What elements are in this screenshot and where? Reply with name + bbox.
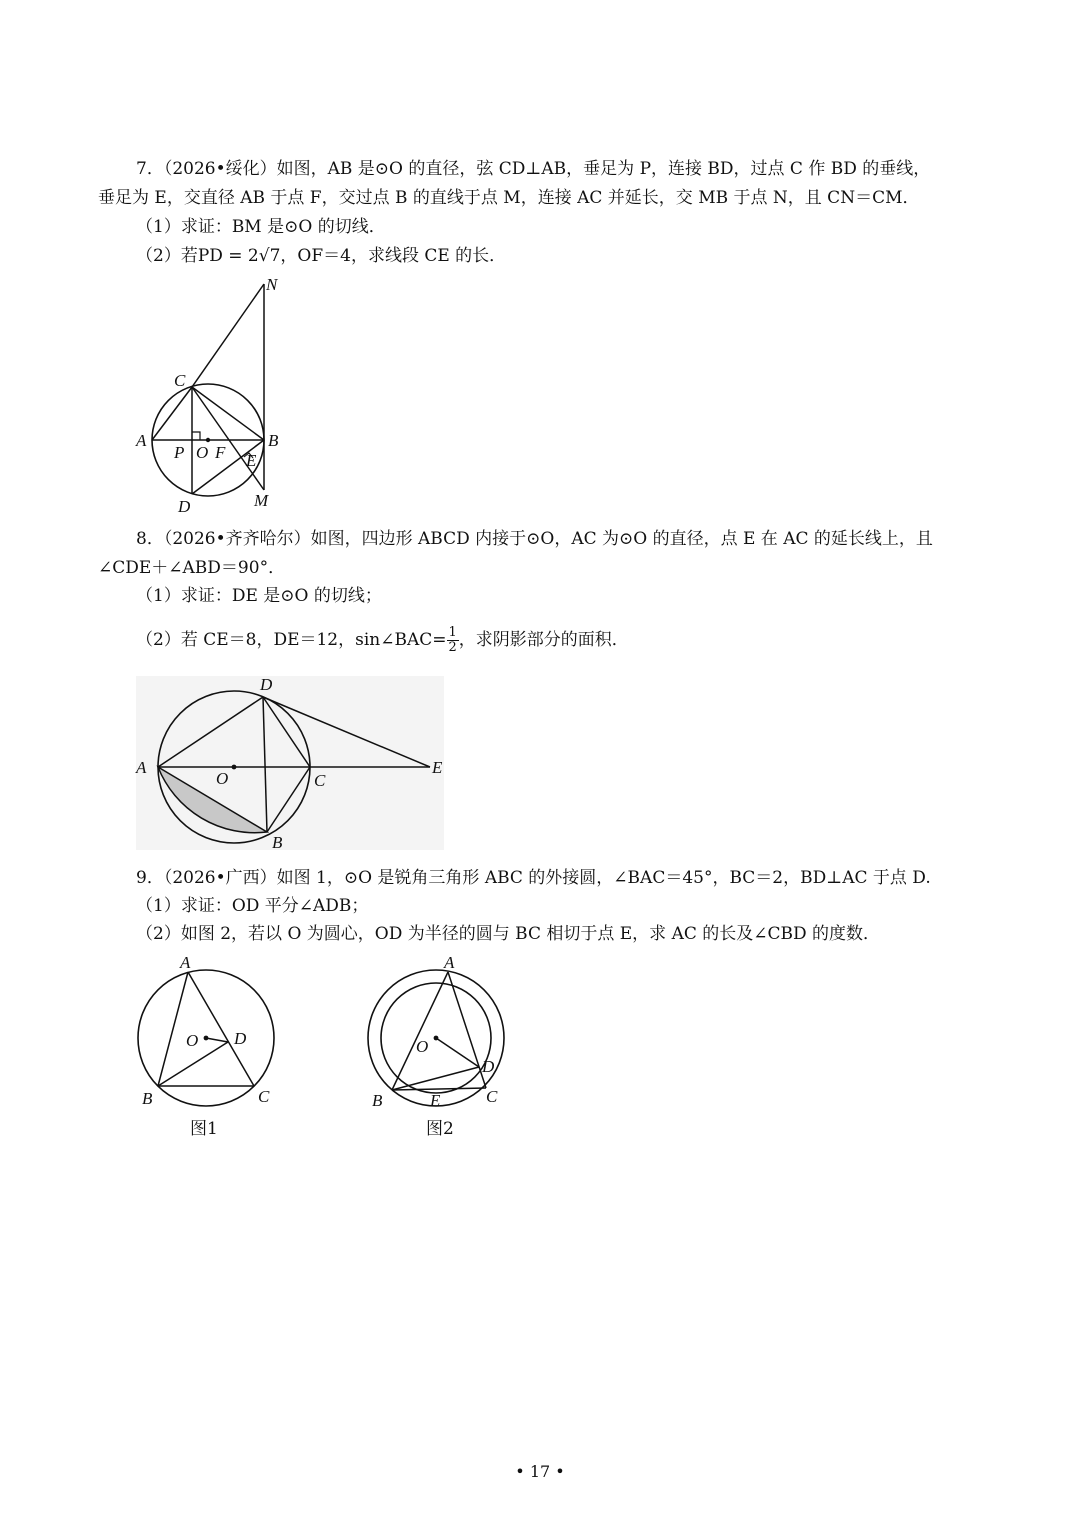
p9-fig1-label-o: O [186,1031,199,1050]
p7-line-2: 垂足为 E，交直径 AB 于点 F，交过点 B 的直线于点 M，连接 AC 并延长，交 MB 于点 N，且 CN＝CM． [98,188,920,208]
p9-fig2-label-d: D [482,1057,495,1076]
p7-label-m: M [254,491,269,510]
page-number: • 17 • [515,1462,565,1481]
p7-label-f: F [215,443,226,462]
p8-label-b: B [272,833,283,852]
p8-label-d: D [260,675,273,694]
p9-fig1-label-c: C [258,1087,270,1106]
p9-figure-1 [130,950,290,1140]
p9-fig2-label-b: B [372,1091,383,1110]
p9-fig1-label-a: A [180,953,191,972]
p7-label-o: O [196,443,209,462]
p8-line-4-post: ，求阴影部分的面积． [458,630,629,650]
p8-line-4 [136,626,629,655]
p7-label-e: E [246,451,257,470]
p8-line-3: （1）求证：DE 是⊙O 的切线； [136,586,382,606]
p7-figure [130,270,300,520]
p7-line-3: （1）求证：BM 是⊙O 的切线． [136,217,386,237]
p8-fraction-den: 2 [448,640,457,655]
p9-fig2-label-e: E [430,1091,441,1110]
p7-label-c: C [174,371,186,390]
p9-fig1-label-b: B [142,1089,153,1108]
p9-fig2-label-c: C [486,1087,498,1106]
p9-fig2-caption: 图2 [426,1119,454,1139]
p8-fraction [447,626,459,655]
p8-label-o: O [216,769,229,788]
p9-figure-2 [358,950,518,1140]
p9-line-3: （2）如图 2，若以 O 为圆心，OD 为半径的圆与 BC 相切于点 E，求 AC 的长及∠CBD 的度数． [136,924,881,944]
p9-line-2: （1）求证：OD 平分∠ADB； [136,896,369,916]
p9-fig2-label-a: A [444,953,455,972]
p7-label-n: N [266,275,278,294]
p7-label-d: D [178,497,191,516]
p8-line-2: ∠CDE＋∠ABD＝90°． [98,558,286,578]
p7-line-4: （2）若PD = 2√7，OF＝4，求线段 CE 的长． [136,246,507,266]
p7-label-a: A [136,431,147,450]
p8-fraction-num: 1 [448,625,457,640]
p9-fig1-caption: 图1 [190,1119,218,1139]
p8-label-e: E [432,758,443,777]
p8-line-4-pre: （2）若 CE＝8，DE＝12，sin∠BAC= [136,630,447,650]
p7-line-1: 7．（2026•绥化）如图，AB 是⊙O 的直径，弦 CD⊥AB，垂足为 P，连接 BD，过点 C 作 BD 的垂线， [136,159,931,179]
p9-fig2-label-o: O [416,1037,429,1056]
p7-label-b: B [268,431,279,450]
p8-line-1: 8．（2026•齐齐哈尔）如图，四边形 ABCD 内接于⊙O，AC 为⊙O 的直径，点 E 在 AC 的延长线上，且 [136,529,933,549]
p8-label-a: A [136,758,147,777]
p8-label-c: C [314,771,326,790]
p7-label-p: P [174,443,185,462]
p9-line-1: 9．（2026•广西）如图 1，⊙O 是锐角三角形 ABC 的外接圆，∠BAC＝45°，BC＝2，BD⊥AC 于点 D. [136,868,931,888]
p8-figure [130,670,460,855]
p9-fig1-label-d: D [234,1029,247,1048]
